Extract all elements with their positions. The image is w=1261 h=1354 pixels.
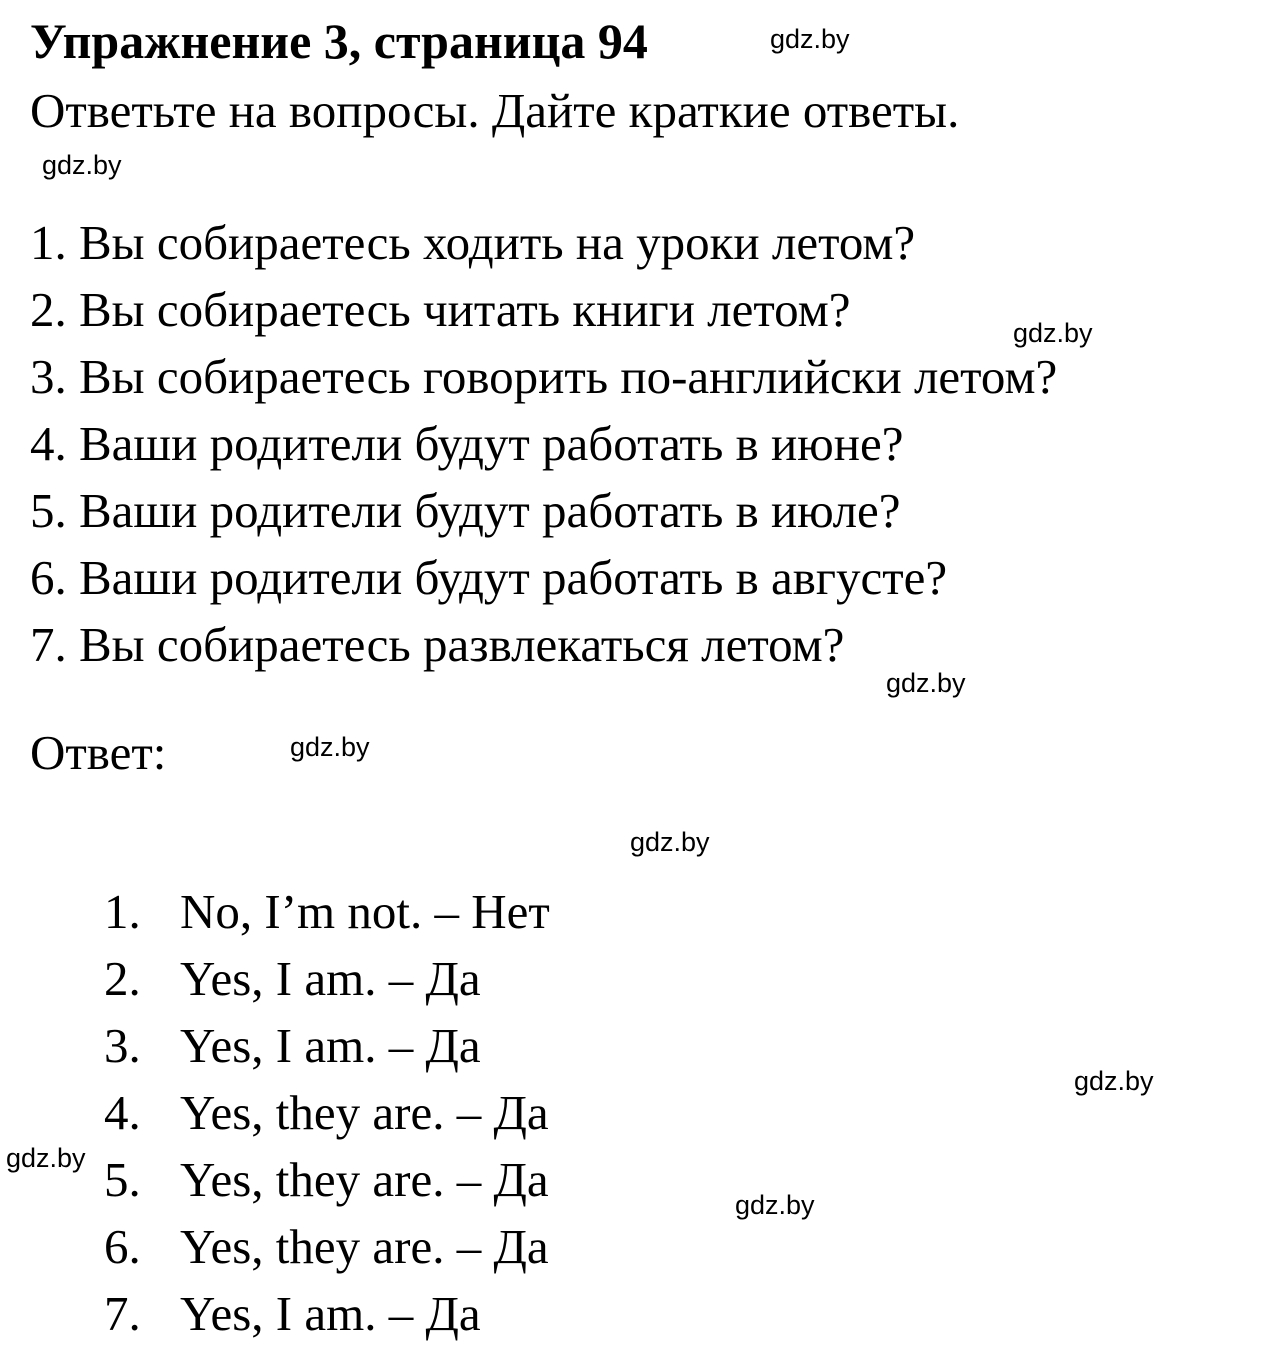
answer-heading: Ответ: [30, 725, 167, 780]
question-item: 2. Вы собираетесь читать книги летом? [30, 282, 851, 337]
question-item: 3. Вы собираетесь говорить по-английски летом? [30, 349, 1058, 404]
question-item: 1. Вы собираетесь ходить на уроки летом? [30, 215, 916, 270]
watermark: gdz.by [290, 732, 370, 762]
answer-text: Yes, they are. – Да [180, 1152, 549, 1207]
watermark: gdz.by [1013, 318, 1093, 348]
watermark: gdz.by [1074, 1066, 1154, 1096]
watermark: gdz.by [886, 668, 966, 698]
answer-text: Yes, they are. – Да [180, 1219, 549, 1274]
answer-number: 5. [104, 1152, 141, 1207]
answer-text: Yes, I am. – Да [180, 951, 481, 1006]
exercise-title: Упражнение 3, страница 94 [30, 13, 648, 69]
watermark: gdz.by [770, 24, 850, 54]
watermark: gdz.by [735, 1190, 815, 1220]
answer-number: 6. [104, 1219, 141, 1274]
question-item: 4. Ваши родители будут работать в июне? [30, 416, 904, 471]
watermark: gdz.by [630, 827, 710, 857]
watermark: gdz.by [42, 150, 122, 180]
answer-number: 2. [104, 951, 141, 1006]
watermark: gdz.by [6, 1143, 86, 1173]
answer-number: 1. [104, 884, 141, 939]
answer-text: Yes, I am. – Да [180, 1018, 481, 1073]
answer-number: 4. [104, 1085, 141, 1140]
question-item: 7. Вы собираетесь развлекаться летом? [30, 617, 845, 672]
answer-text: No, I’m not. – Нет [180, 884, 550, 939]
question-item: 5. Ваши родители будут работать в июле? [30, 483, 901, 538]
question-item: 6. Ваши родители будут работать в августе? [30, 550, 948, 605]
answer-text: Yes, I am. – Да [180, 1286, 481, 1341]
answer-number: 3. [104, 1018, 141, 1073]
instruction-text: Ответьте на вопросы. Дайте краткие ответы. [30, 83, 960, 138]
answer-text: Yes, they are. – Да [180, 1085, 549, 1140]
answer-number: 7. [104, 1286, 141, 1341]
